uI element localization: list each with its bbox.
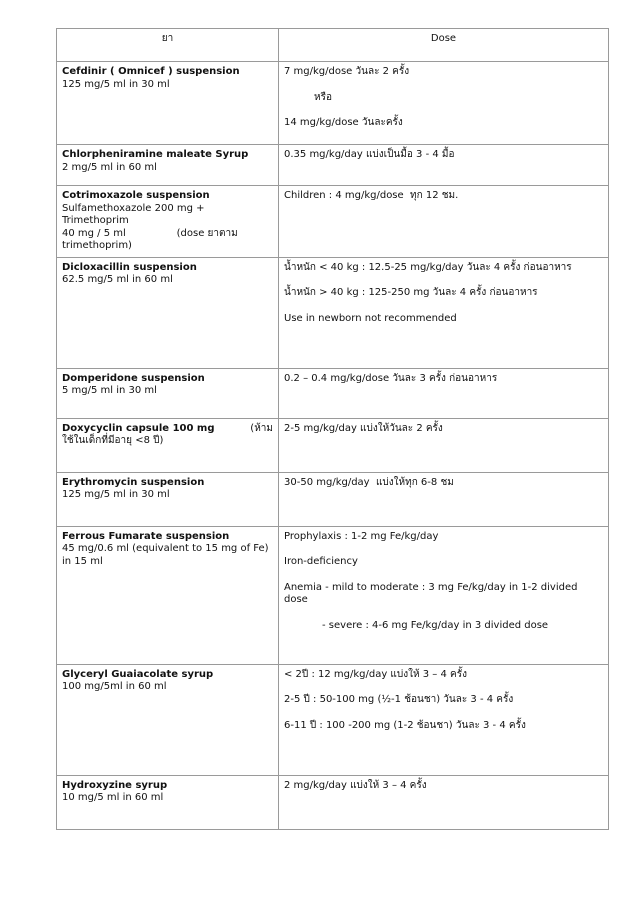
- header-drug: ยา: [57, 29, 279, 62]
- drug-strength: 100 mg/5ml in 60 ml: [62, 681, 167, 692]
- drug-cell: [57, 526, 279, 664]
- drug-cell: [57, 775, 279, 829]
- dose-line: 30-50 mg/kg/day แบ่งให้ทุก 6-8 ชม: [284, 476, 454, 488]
- dose-line: น้ำหนัก < 40 kg : 12.5-25 mg/kg/day วันละ 4 ครั้ง ก่อนอาหาร: [284, 261, 572, 273]
- drug-strength: 125 mg/5 ml in 30 ml: [62, 78, 170, 90]
- table-header-row: [57, 29, 609, 62]
- header-dose: Dose: [279, 29, 609, 62]
- dose-cell: [279, 368, 609, 418]
- dose-cell: [279, 257, 609, 368]
- dose-line: 6-11 ปี : 100 -200 mg (1-2 ช้อนชา) วันละ 3 - 4 ครั้ง: [284, 719, 526, 731]
- table-row: [57, 145, 609, 186]
- dose-cell: [279, 418, 609, 472]
- dose-cell: [279, 62, 609, 145]
- drug-name: Erythromycin suspension: [62, 476, 205, 488]
- dose-line: Anemia - mild to moderate : 3 mg Fe/kg/day in 1-2 divided dose: [284, 581, 581, 605]
- drug-name: Glyceryl Guaiacolate syrup: [62, 668, 214, 680]
- dose-cell: [279, 472, 609, 526]
- dose-line: - severe : 4-6 mg Fe/kg/day in 3 divided dose: [322, 619, 549, 631]
- drug-name-line: [62, 423, 273, 436]
- drug-name: Domperidone suspension: [62, 372, 205, 384]
- table-row: [57, 418, 609, 472]
- dose-line: 0.35 mg/kg/day แบ่งเป็นมื้อ 3 - 4 มื้อ: [284, 149, 455, 160]
- drug-strength: Sulfamethoxazole 200 mg + Trimethoprim 40 mg / 5 ml (dose ยาตาม trimethoprim): [62, 202, 238, 251]
- drug-cell: [57, 145, 279, 186]
- drug-name: Hydroxyzine syrup: [62, 779, 168, 791]
- dose-line: 0.2 – 0.4 mg/kg/dose วันละ 3 ครั้ง ก่อนอาหาร: [284, 372, 498, 384]
- drug-cell: [57, 664, 279, 775]
- drug-strength: 10 mg/5 ml in 60 ml: [62, 792, 164, 803]
- dose-line: 2 mg/kg/day แบ่งให้ 3 – 4 ครั้ง: [284, 779, 427, 791]
- dose-line: 2-5 ปี : 50-100 mg (½-1 ช้อนชา) วันละ 3 - 4 ครั้ง: [284, 694, 514, 705]
- dose-line: น้ำหนัก > 40 kg : 125-250 mg วันละ 4 ครั้ง ก่อนอาหาร: [284, 287, 538, 298]
- drug-name: Doxycyclin capsule 100 mg: [62, 422, 215, 434]
- dose-line: 7 mg/kg/dose วันละ 2 ครั้ง: [284, 66, 410, 77]
- dose-line: 14 mg/kg/dose วันละครั้ง: [284, 117, 403, 128]
- drug-cell: [57, 418, 279, 472]
- document-page: [56, 28, 608, 830]
- dose-line: < 2ปี : 12 mg/kg/day แบ่งให้ 3 – 4 ครั้ง: [284, 668, 467, 680]
- dose-line: Prophylaxis : 1-2 mg Fe/kg/day: [284, 530, 439, 542]
- drug-strength: ใช้ในเด็กที่มีอายุ <8 ปี): [62, 435, 164, 446]
- table-row: [57, 186, 609, 258]
- drug-cell: [57, 257, 279, 368]
- drug-cell: [57, 62, 279, 145]
- table-row: [57, 526, 609, 664]
- drug-name: Ferrous Fumarate suspension: [62, 530, 230, 542]
- drug-name: Cotrimoxazole suspension: [62, 190, 210, 201]
- dose-cell: [279, 145, 609, 186]
- dose-table: [56, 28, 609, 830]
- dose-line: Use in newborn not recommended: [284, 312, 457, 324]
- drug-name: Chlorpheniramine maleate Syrup: [62, 149, 249, 160]
- dose-cell: [279, 526, 609, 664]
- dose-cell: [279, 186, 609, 258]
- dose-line: Children : 4 mg/kg/dose ทุก 12 ชม.: [284, 190, 459, 201]
- drug-strength: 125 mg/5 ml in 30 ml: [62, 489, 170, 500]
- drug-name: Dicloxacillin suspension: [62, 261, 197, 273]
- dose-line: Iron-deficiency: [284, 556, 358, 567]
- dose-cell: [279, 775, 609, 829]
- drug-strength: 5 mg/5 ml in 30 ml: [62, 385, 157, 396]
- drug-strength: 62.5 mg/5 ml in 60 ml: [62, 274, 173, 285]
- table-row: [57, 368, 609, 418]
- dose-line: หรือ: [314, 91, 332, 103]
- drug-cell: [57, 472, 279, 526]
- drug-strength: 2 mg/5 ml in 60 ml: [62, 161, 157, 173]
- dose-line: 2-5 mg/kg/day แบ่งให้วันละ 2 ครั้ง: [284, 422, 443, 434]
- drug-cell: [57, 186, 279, 258]
- drug-name: Cefdinir ( Omnicef ) suspension: [62, 66, 240, 77]
- table-row: [57, 472, 609, 526]
- table-row: [57, 775, 609, 829]
- table-row: [57, 257, 609, 368]
- dose-cell: [279, 664, 609, 775]
- drug-strength: 45 mg/0.6 ml (equivalent to 15 mg of Fe) in 15 ml: [62, 543, 269, 567]
- table-row: [57, 62, 609, 145]
- drug-cell: [57, 368, 279, 418]
- drug-note: (ห้าม: [250, 422, 273, 434]
- table-row: [57, 664, 609, 775]
